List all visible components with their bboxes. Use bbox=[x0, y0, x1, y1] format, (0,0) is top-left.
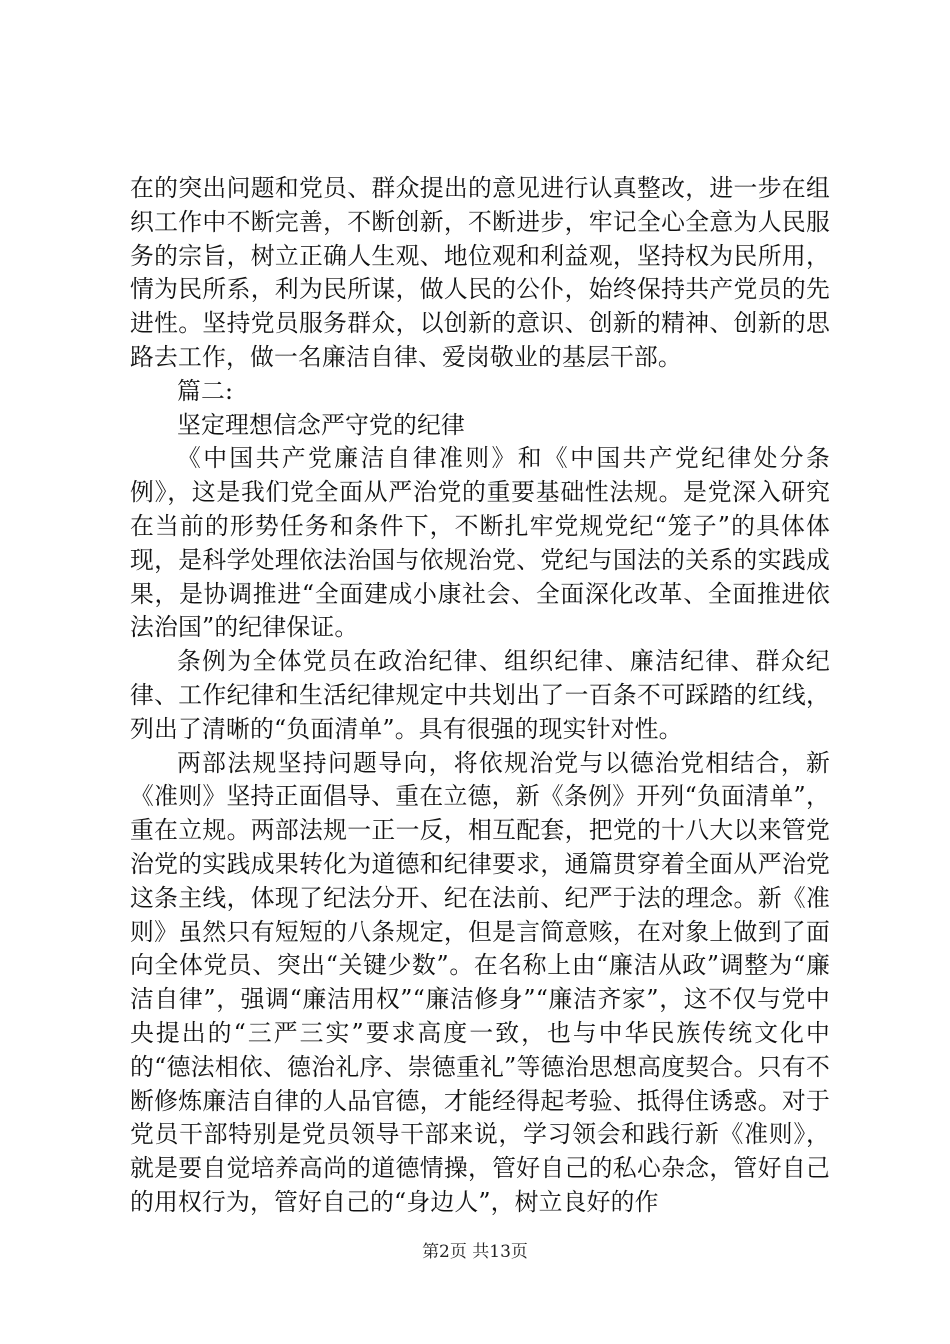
document-body bbox=[130, 172, 830, 1220]
paragraph: 条例为全体党员在政治纪律、组织纪律、廉洁纪律、群众纪律、工作纪律和生活纪律规定中共划出了一百条不可踩踏的红线，列出了清晰的“负面清单”。具有很强的现实针对性。 bbox=[130, 647, 830, 743]
paragraph-continuation: 在的突出问题和党员、群众提出的意见进行认真整改，进一步在组织工作中不断完善，不断创新，不断进步，牢记全心全意为人民服务的宗旨，树立正确人生观、地位观和利益观，坚持权为民所用，情为民所系，利为民所谋，做人民的公仆，始终保持共产党员的先进性。坚持党员服务群众，以创新的意识、创新的精神、创新的思路去工作，做一名廉洁自律、爱岗敬业的基层干部。 bbox=[130, 174, 830, 371]
paragraph: 两部法规坚持问题导向，将依规治党与以德治党相结合，新《准则》坚持正面倡导、重在立德，新《条例》开列“负面清单”，重在立规。两部法规一正一反，相互配套，把党的十八大以来管党治党的实践成果转化为道德和纪律要求，通篇贯穿着全面从严治党这条主线，体现了纪法分开、纪在法前、纪严于法的理念。新《准则》虽然只有短短的八条规定，但是言简意赅，在对象上做到了面向全体党员、突出“关键少数”。在名称上由“廉洁从政”调整为“廉洁自律”，强调“廉洁用权”“廉洁修身”“廉洁齐家”，这不仅与党中央提出的“三严三实”要求高度一致，也与中华民族传统文化中的“德法相依、德治礼序、崇德重礼”等德治思想高度契合。只有不断修炼廉洁自律的人品官德，才能经得起考验、抵得住诱惑。对于党员干部特别是党员领导干部来说，学习领会和践行新《准则》，就是要自觉培养高尚的道德情操，管好自己的私心杂念，管好自己的用权行为，管好自己的“身边人”，树立良好的作 bbox=[130, 748, 830, 1216]
section-label: 篇二: bbox=[177, 376, 234, 405]
page-footer: 第2页 共13页 bbox=[422, 1242, 528, 1262]
section-title: 坚定理想信念严守党的纪律 bbox=[177, 410, 465, 439]
paragraph: 《中国共产党廉洁自律准则》和《中国共产党纪律处分条例》，这是我们党全面从严治党的重要基础性法规。是党深入研究在当前的形势任务和条件下，不断扎牢党规党纪“笼子”的具体体现，是科学处理依法治国与依规治党、党纪与国法的关系的实践成果，是协调推进“全面建成小康社会、全面深化改革、全面推进依法治国”的纪律保证。 bbox=[130, 444, 830, 642]
